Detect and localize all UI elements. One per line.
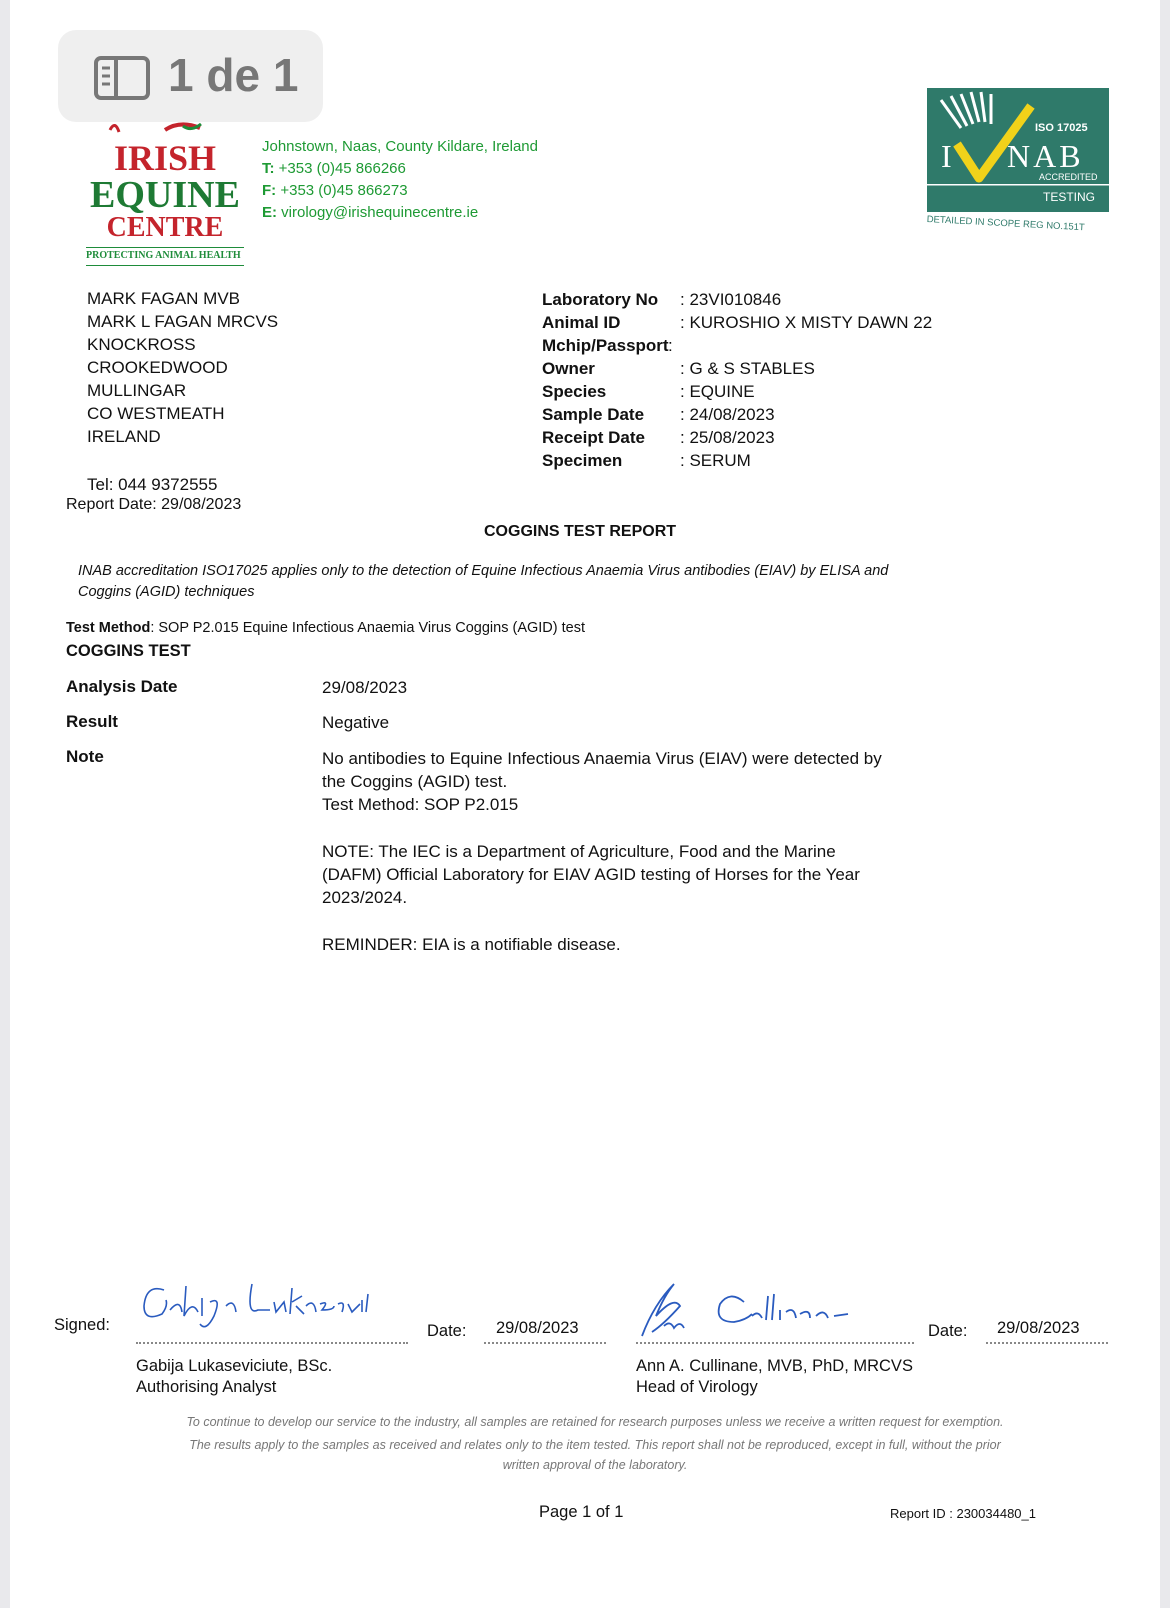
sidebar-icon[interactable] xyxy=(94,56,150,100)
footer-line2: The results apply to the samples as received and relates only to the item tested. This report shall not be reproduced, except in full, without the prior xyxy=(189,1438,1001,1452)
footer-line1: To continue to develop our service to the industry, all samples are retained for research purposes unless we receive a written request for exemption. xyxy=(186,1415,1004,1429)
date-label-left: Date: xyxy=(427,1322,467,1340)
date-label-right: Date: xyxy=(928,1322,968,1340)
date-left: 29/08/2023 xyxy=(496,1319,579,1337)
page-indicator-label: 1 de 1 xyxy=(168,49,299,101)
report-date: Report Date: 29/08/2023 xyxy=(66,496,242,513)
inab-badge: ISO 17025 I NAB ACCREDITED TESTING xyxy=(927,88,1109,212)
signed-label: Signed: xyxy=(54,1316,110,1334)
analyst-role: Authorising Analyst xyxy=(136,1378,277,1396)
head-name: Ann A. Cullinane, MVB, PhD, MRCVS xyxy=(636,1357,913,1375)
page-number: Page 1 of 1 xyxy=(539,1503,624,1521)
accreditation-note-line1: INAB accreditation ISO17025 applies only to the detection of Equine Infectious Anaemia Virus antibodies (EIAV) by ELISA and xyxy=(78,563,889,579)
analysis-date-label: Analysis Date xyxy=(66,677,178,696)
signature-right xyxy=(634,1276,874,1338)
analyst-name: Gabija Lukaseviciute, BSc. xyxy=(136,1357,333,1375)
result-value: Negative xyxy=(322,713,390,732)
logo-tagline: PROTECTING ANIMAL HEALTH xyxy=(86,250,241,261)
section-title: COGGINS TEST xyxy=(66,642,191,660)
inab-iso: ISO 17025 xyxy=(1035,122,1088,134)
lab-phone: T: +353 (0)45 866266 xyxy=(262,160,406,177)
date-right: 29/08/2023 xyxy=(997,1319,1080,1337)
report-title: COGGINS TEST REPORT xyxy=(484,523,677,540)
lab-address: Johnstown, Naas, County Kildare, Ireland xyxy=(262,138,538,155)
test-method: Test Method: SOP P2.015 Equine Infectious Anaemia Virus Coggins (AGID) test xyxy=(66,620,586,636)
head-role: Head of Virology xyxy=(636,1378,758,1396)
accreditation-note-line2: Coggins (AGID) techniques xyxy=(78,584,255,600)
report-page: IRISH EQUINE CENTRE PROTECTING ANIMAL HEALTH Johnstown, Naas, County Kildare, Ireland T: +353 (0)45 866266 F: +353 (0)45 866273 E: virology@irishequinecentre.ie ISO 17025 I NAB ACCREDITED TESTING DETAILED IN SCOPE REG NO.151T MARK FAGAN MVB MARK L FAGAN MRCVS KNOCKROSS CROOKEDWOOD MULLINGAR CO WESTMEATH IRELAND Tel: 044 9372555 Report Date: 29/08/2023 Laboratory No : 23VI010846 Animal ID : KUROSHIO X MISTY DAWN 22 Mchip/Passport : Owner : G & S STABLES Species : EQUINE Sample Date : 24/08/2023 Receipt Date : 25/08/2023 Specimen : SERUM COGGINS TEST REPORT INAB accreditation ISO17025 applies only to the detection of Equine Infectious Anaemia Virus antibodies (EIAV) by ELISA and Coggins (AGID) techniques Test Method: SOP P2.015 Equine Infectious Anaemia Virus Coggins (AGID) test COGGINS TEST Analysis Date 29/08/2023 Result Negative Note No antibodies to Equine Infectious Anaemia Virus (EIAV) were detected by the Coggins (AGID) test. Test Method: SOP P2.015 NOTE: The IEC is a Department of Agriculture, Food and the Marine (DAFM) Official Laboratory for EIAV AGID testing of Horses for the Year 2023/2024. REMINDER: EIA is a notifiable disease. Signed: Date: 29/08/2023 Gabija Lukaseviciute, BSc. Authorising Analyst Date: 29/08/2023 Ann A. Cullinane, MVB, PhD, MRCVS Head of Virology To continue to develop our service to the industry, all samples are retained for research purposes unless we receive a written request for exemption. The results apply to the samples as received and relates only to the item tested. This report shall not be reproduced, except in full, without the prior written approval of the laboratory. Page 1 of 1 Report ID : 230034480_1 xyxy=(10,0,1160,1608)
recipient-tel: Tel: 044 9372555 xyxy=(87,475,218,494)
note-label: Note xyxy=(66,747,104,766)
inab-testing: TESTING xyxy=(1043,190,1096,204)
result-label: Result xyxy=(66,712,118,731)
inab-name: NAB xyxy=(1007,138,1084,174)
analysis-date-value: 29/08/2023 xyxy=(322,678,408,697)
lab-fax: F: +353 (0)45 866273 xyxy=(262,182,408,199)
signature-left xyxy=(134,1276,374,1336)
report-id: Report ID : 230034480_1 xyxy=(890,1506,1036,1521)
inab-scope: DETAILED IN SCOPE REG NO.151T xyxy=(926,214,1085,234)
footer-line3: written approval of the laboratory. xyxy=(502,1458,688,1472)
lab-email[interactable]: E: virology@irishequinecentre.ie xyxy=(262,204,479,221)
logo-text: IRISH EQUINE CENTRE xyxy=(90,138,240,243)
